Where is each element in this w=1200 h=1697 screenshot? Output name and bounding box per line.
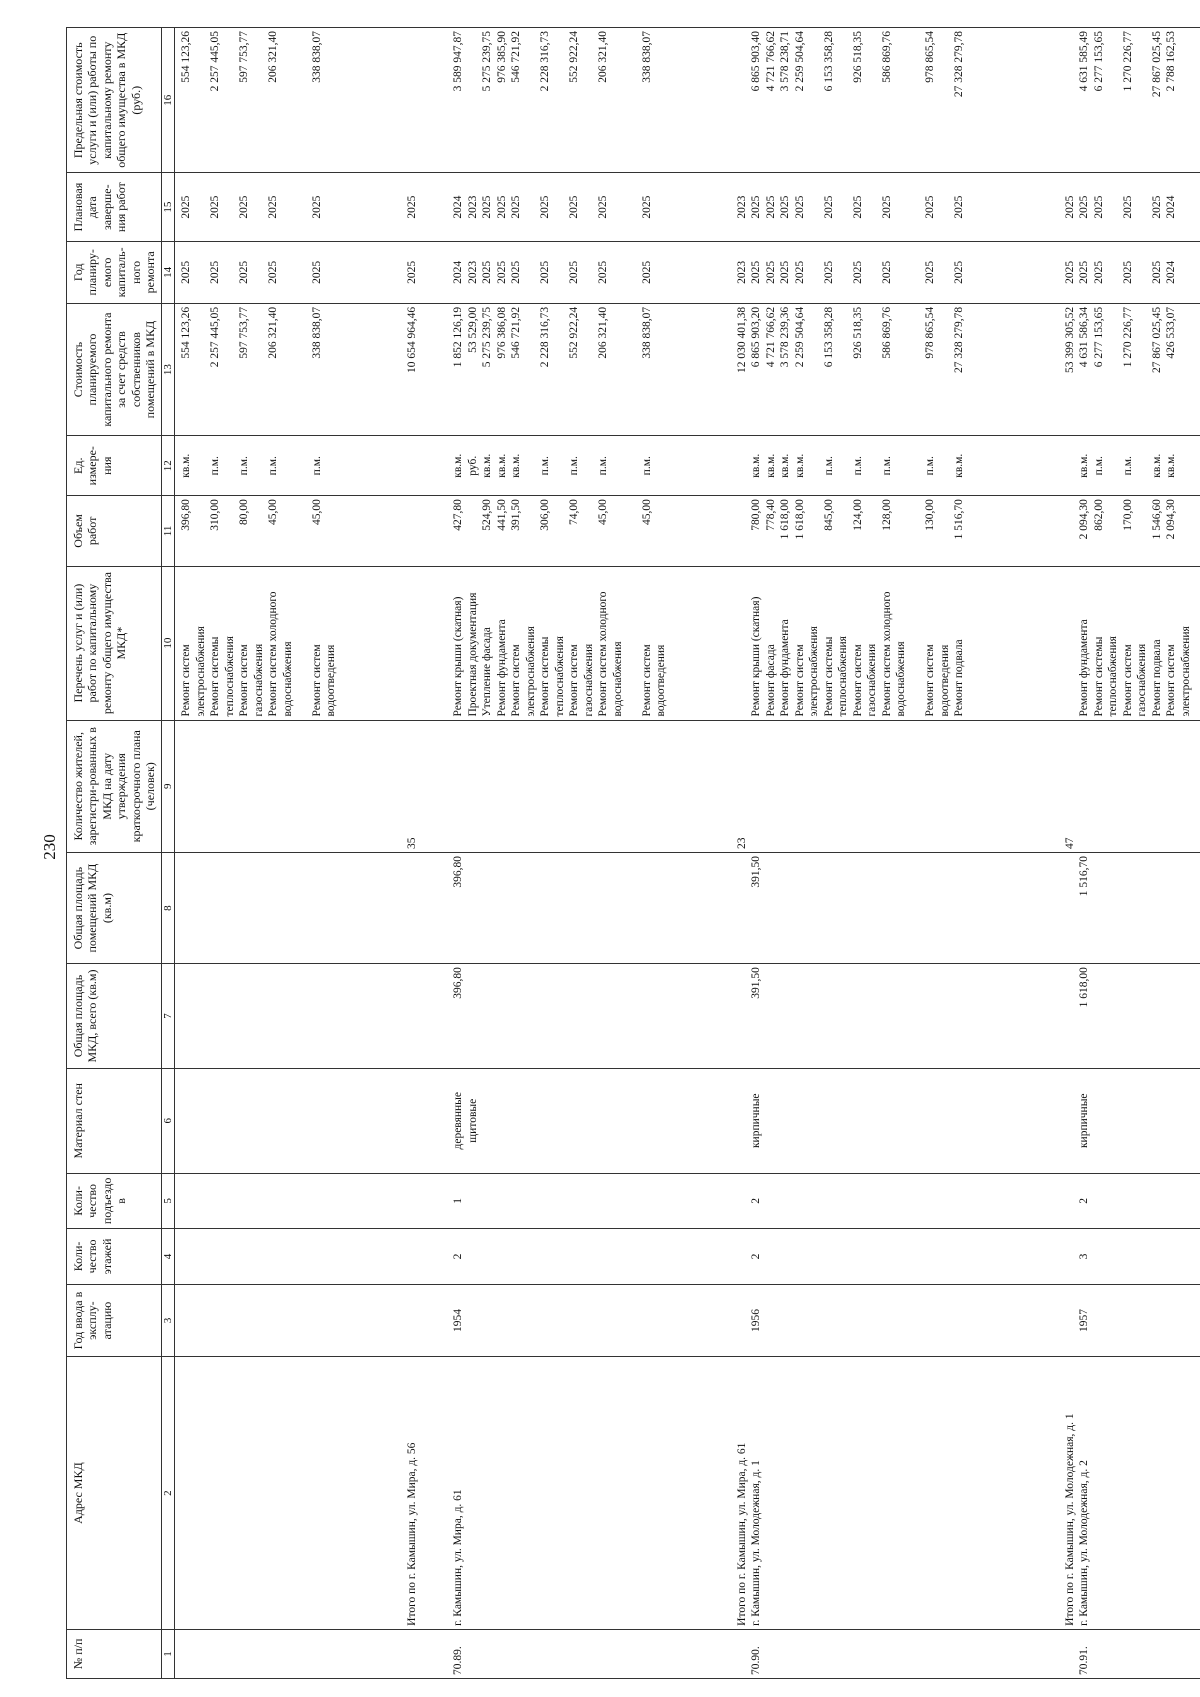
- work-item-year: 2025: [880, 260, 893, 284]
- work-item-end: 2025: [310, 195, 323, 219]
- work-item-year: 2023: [466, 260, 479, 284]
- total-end: 2025: [1064, 195, 1077, 219]
- work-item-cost: 27 328 279,78: [953, 306, 966, 373]
- work-item-volume: 45,00: [267, 499, 280, 526]
- work-item-cost: 2 228 316,73: [539, 306, 552, 368]
- work-item-year: 2025: [238, 260, 251, 284]
- column-number: 5: [162, 1173, 175, 1229]
- work-item-unit: п.м.: [822, 456, 835, 476]
- header-cell: Коли-чество подъездо в: [67, 1173, 162, 1229]
- work-item-unit: п.м.: [209, 456, 222, 476]
- work-item-limit: 6 153 358,28: [822, 31, 835, 92]
- work-item-year: 2025: [267, 260, 280, 284]
- total-year: 2025: [1064, 260, 1077, 284]
- cell-address: г. Камышин, ул. Молодежная, д. 1: [750, 1460, 763, 1626]
- work-item-limit: 586 869,76: [880, 31, 893, 83]
- work-item-limit: 3 589 947,87: [452, 31, 465, 92]
- work-item-name: Ремонт систем электроснабжения: [793, 626, 821, 717]
- work-item-limit: 4 721 766,62: [764, 31, 777, 92]
- work-item-year: 2025: [568, 260, 581, 284]
- header-cell: Общая площадь МКД, всего (кв.м): [67, 964, 162, 1069]
- header-cell: Ед. измере-ния: [67, 436, 162, 496]
- work-item-cost: 1 852 126,19: [452, 306, 465, 368]
- work-item-end: 2025: [779, 195, 792, 219]
- col-walls: [175, 1068, 1200, 1173]
- repair-plan-table: [66, 27, 1200, 1679]
- work-item-volume: 1 618,00: [793, 499, 806, 540]
- work-item-volume: 862,00: [1092, 499, 1105, 531]
- work-item-unit: кв.м.: [1150, 453, 1163, 478]
- header-cell: Адрес МКД: [67, 1357, 162, 1629]
- work-item-unit: кв.м.: [779, 453, 792, 478]
- column-number: 7: [162, 964, 175, 1069]
- total-end: 2025: [406, 195, 419, 219]
- work-item-cost: 53 529,00: [466, 306, 479, 353]
- header-cell: Плановая дата заверше-ния работ: [67, 173, 162, 241]
- work-item-unit: п.м.: [310, 456, 323, 476]
- cell-num: 70.90.: [750, 1646, 763, 1675]
- work-item-year: 2025: [924, 260, 937, 284]
- work-item-limit: 5 275 239,75: [481, 31, 494, 92]
- cell-floors: 3: [1078, 1253, 1091, 1260]
- work-item-limit: 2 259 504,64: [793, 31, 806, 92]
- work-item-year: 2025: [510, 260, 523, 284]
- work-item-cost: 926 518,35: [851, 306, 864, 359]
- work-item-end: 2025: [822, 195, 835, 219]
- work-item-end: 2025: [924, 195, 937, 219]
- work-item-end: 2025: [481, 195, 494, 219]
- col-cost: [175, 303, 1200, 436]
- work-item-unit: п.м.: [924, 456, 937, 476]
- work-item-volume: 780,00: [750, 499, 763, 531]
- cell-area-rooms: 1 516,70: [1078, 856, 1091, 897]
- work-item-name: Утепление фасада: [481, 627, 494, 717]
- work-item-cost: 5 275 239,75: [481, 306, 494, 368]
- work-item-end: 2025: [1092, 195, 1105, 219]
- column-number-row: [162, 28, 175, 1679]
- col-residents: [175, 720, 1200, 853]
- work-item-name: Ремонт системы теплоснабжения: [539, 636, 566, 717]
- work-item-unit: п.м.: [238, 456, 251, 476]
- work-item-year: 2025: [310, 260, 323, 284]
- work-item-year: 2025: [640, 260, 653, 284]
- header-cell: Предельная стоимость услуги и (или) работы по капитальному ремонту общего имущества в МКД (руб.): [67, 28, 162, 173]
- cell-walls: кирпичные: [1078, 1093, 1091, 1149]
- column-number: 4: [162, 1229, 175, 1285]
- cell-floors: 2: [452, 1253, 465, 1260]
- work-item-name: Ремонт систем газоснабжения: [568, 643, 595, 717]
- work-item-name: Ремонт подвала: [1150, 639, 1163, 717]
- work-item-name: Ремонт систем электроснабжения: [1165, 626, 1192, 717]
- cell-year-built: 1956: [750, 1309, 763, 1333]
- work-item-name: Ремонт систем газоснабжения: [1121, 643, 1149, 717]
- work-item-year: 2025: [779, 260, 792, 284]
- work-item-volume: 45,00: [640, 499, 653, 526]
- work-item-name: Ремонт фундамента: [495, 619, 508, 717]
- work-item-end: 2025: [568, 195, 581, 219]
- work-item-end: 2025: [793, 195, 806, 219]
- work-item-name: Ремонт систем газоснабжения: [851, 643, 879, 717]
- work-item-cost: 597 753,77: [238, 306, 251, 359]
- work-item-cost: 338 838,07: [640, 306, 653, 359]
- work-item-cost: 206 321,40: [597, 306, 610, 359]
- total-address: Итого по г. Камышин, ул. Мира, д. 61: [736, 1442, 749, 1626]
- total-end: 2023: [736, 195, 749, 219]
- cell-year-built: 1954: [452, 1309, 465, 1333]
- total-residents: 35: [406, 837, 419, 850]
- work-item-cost: 1 270 226,77: [1121, 306, 1134, 368]
- work-item-name: Ремонт систем холодного водоснабжения: [880, 591, 908, 717]
- work-item-cost: 552 922,24: [568, 306, 581, 359]
- column-number: 15: [162, 173, 175, 241]
- work-item-cost: 6 865 903,20: [750, 306, 763, 368]
- col-limit: [175, 28, 1200, 173]
- work-item-year: 2025: [793, 260, 806, 284]
- header-cell: Перечень услуг и (или) работ по капитальному ремонту общего имущества МКД*: [67, 566, 162, 720]
- work-item-limit: 338 838,07: [640, 31, 653, 83]
- work-item-volume: 2 094,30: [1165, 499, 1178, 540]
- work-item-unit: кв.м.: [953, 453, 966, 478]
- work-item-volume: 441,50: [495, 499, 508, 531]
- work-item-unit: кв.м.: [481, 453, 494, 478]
- cell-num: 70.91.: [1078, 1646, 1091, 1675]
- work-item-year: 2025: [953, 260, 966, 284]
- work-item-name: Ремонт систем электроснабжения: [510, 626, 537, 717]
- work-item-unit: кв.м.: [452, 453, 465, 478]
- work-item-unit: п.м.: [851, 456, 864, 476]
- work-item-cost: 4 721 766,62: [764, 306, 777, 368]
- column-number: 1: [162, 1629, 175, 1678]
- column-number: 10: [162, 566, 175, 720]
- col-volume: [175, 496, 1200, 567]
- header-cell: Общая площадь помещений МКД (кв.м): [67, 853, 162, 964]
- work-item-name: Ремонт систем электроснабжения: [180, 626, 207, 717]
- column-number: 6: [162, 1068, 175, 1173]
- header-cell: Материал стен: [67, 1068, 162, 1173]
- work-item-volume: 845,00: [822, 499, 835, 531]
- work-item-name: Ремонт подвала: [953, 639, 966, 717]
- col-address: [175, 1357, 1200, 1629]
- total-cost: 12 030 401,38: [736, 306, 749, 373]
- work-item-unit: п.м.: [640, 456, 653, 476]
- work-item-cost: 978 865,54: [924, 306, 937, 359]
- header-cell: Объем работ: [67, 496, 162, 567]
- cell-year-built: 1957: [1078, 1309, 1091, 1333]
- work-item-unit: кв.м.: [793, 453, 806, 478]
- work-item-limit: 338 838,07: [310, 31, 323, 83]
- cell-area-total: 391,50: [750, 967, 763, 999]
- column-number: 12: [162, 436, 175, 496]
- work-item-cost: 206 321,40: [267, 306, 280, 359]
- cell-entrances: 2: [1078, 1198, 1091, 1204]
- col-end: [175, 173, 1200, 241]
- total-year: 2025: [406, 260, 419, 284]
- work-item-volume: 524,90: [481, 499, 494, 531]
- work-item-cost: 27 867 025,45: [1150, 306, 1163, 373]
- work-item-volume: 128,00: [880, 499, 893, 531]
- work-item-end: 2025: [1150, 195, 1163, 219]
- total-residents: 47: [1064, 837, 1077, 850]
- cell-area-rooms: 396,80: [452, 856, 465, 888]
- cell-walls: кирпичные: [750, 1093, 763, 1149]
- work-item-unit: кв.м.: [764, 453, 777, 478]
- col-floors: [175, 1229, 1200, 1285]
- col-entrances: [175, 1173, 1200, 1229]
- work-item-end: 2025: [495, 195, 508, 219]
- work-item-volume: 1 618,00: [779, 499, 792, 540]
- work-item-volume: 124,00: [851, 499, 864, 531]
- column-number: 11: [162, 496, 175, 567]
- work-item-end: 2023: [466, 195, 479, 219]
- total-residents: 23: [736, 837, 749, 850]
- work-item-volume: 310,00: [209, 499, 222, 531]
- work-item-limit: 2 257 445,05: [209, 31, 222, 92]
- column-number: 9: [162, 720, 175, 853]
- work-item-unit: кв.м.: [1078, 453, 1091, 478]
- work-item-name: Ремонт систем водоотведения: [310, 644, 338, 717]
- work-item-cost: 426 533,07: [1165, 306, 1178, 359]
- work-item-year: 2025: [1078, 260, 1091, 284]
- cell-floors: 2: [750, 1253, 763, 1260]
- work-item-end: 2024: [452, 195, 465, 219]
- cell-entrances: 1: [452, 1198, 465, 1204]
- work-item-unit: п.м.: [267, 456, 280, 476]
- work-item-unit: кв.м.: [510, 453, 523, 478]
- work-item-name: Проектная документация: [466, 592, 479, 717]
- work-item-volume: 74,00: [568, 499, 581, 526]
- work-item-end: 2025: [180, 195, 193, 219]
- work-item-limit: 2 788 162,53: [1165, 31, 1178, 92]
- work-item-name: Ремонт фундамента: [1078, 619, 1091, 717]
- work-item-unit: кв.м.: [180, 453, 193, 478]
- cell-area-rooms: 391,50: [750, 856, 763, 888]
- work-item-year: 2025: [1121, 260, 1134, 284]
- work-item-limit: 552 922,24: [568, 31, 581, 83]
- header-cell: Количество жителей, зарегистри-рованных в МКД на дату утверждения краткосрочного плана (человек): [67, 720, 162, 853]
- work-item-volume: 306,00: [539, 499, 552, 531]
- column-number: 16: [162, 28, 175, 173]
- work-item-name: Ремонт крыши (скатная): [750, 596, 763, 717]
- work-item-limit: 597 753,77: [238, 31, 251, 83]
- work-item-cost: 6 153 358,28: [822, 306, 835, 368]
- work-item-end: 2025: [851, 195, 864, 219]
- work-item-limit: 554 123,26: [180, 31, 193, 83]
- work-item-volume: 45,00: [310, 499, 323, 526]
- work-item-unit: п.м.: [568, 456, 581, 476]
- work-item-end: 2025: [209, 195, 222, 219]
- header-cell: Стоимость планируемого капитального ремонта за счет средств собственников помещений в МКД: [67, 303, 162, 436]
- work-item-end: 2024: [1165, 195, 1178, 219]
- cell-area-total: 1 618,00: [1078, 967, 1091, 1008]
- header-cell: Год ввода в эксплу-атацию: [67, 1284, 162, 1357]
- work-item-volume: 778,40: [764, 499, 777, 531]
- work-item-end: 2025: [539, 195, 552, 219]
- work-item-year: 2024: [452, 260, 465, 284]
- cell-address: г. Камышин, ул. Мира, д. 61: [452, 1489, 465, 1626]
- work-item-limit: 206 321,40: [267, 31, 280, 83]
- work-item-unit: кв.м.: [495, 453, 508, 478]
- work-item-volume: 1 516,70: [953, 499, 966, 540]
- work-item-limit: 926 518,35: [851, 31, 864, 83]
- total-address: Итого по г. Камышин, ул. Молодежная, д. 1: [1064, 1413, 1077, 1626]
- work-item-end: 2025: [640, 195, 653, 219]
- work-item-name: Ремонт систем газоснабжения: [238, 643, 265, 717]
- work-item-year: 2025: [851, 260, 864, 284]
- work-item-cost: 2 257 445,05: [209, 306, 222, 368]
- page-number: 230: [40, 834, 59, 860]
- header-row: [67, 28, 162, 1679]
- cell-walls: деревянные щитовые: [452, 1091, 479, 1150]
- cell-address: г. Камышин, ул. Молодежная, д. 2: [1078, 1460, 1091, 1626]
- work-item-volume: 391,50: [510, 499, 523, 531]
- work-item-cost: 586 869,76: [880, 306, 893, 359]
- work-item-volume: 80,00: [238, 499, 251, 526]
- total-cost: 10 654 964,46: [406, 306, 419, 373]
- work-item-volume: 396,80: [180, 499, 193, 531]
- work-item-limit: 206 321,40: [597, 31, 610, 83]
- work-item-cost: 554 123,26: [180, 306, 193, 359]
- work-item-name: Ремонт системы теплоснабжения: [822, 636, 850, 717]
- work-item-cost: 6 277 153,65: [1092, 306, 1105, 368]
- work-item-end: 2025: [510, 195, 523, 219]
- cell-entrances: 2: [750, 1198, 763, 1204]
- work-item-limit: 4 631 585,49: [1078, 31, 1091, 92]
- work-item-year: 2025: [822, 260, 835, 284]
- work-item-unit: кв.м.: [1165, 453, 1178, 478]
- work-item-volume: 130,00: [924, 499, 937, 531]
- work-item-volume: 1 546,60: [1150, 499, 1163, 540]
- work-item-unit: п.м.: [1092, 456, 1105, 476]
- work-item-unit: п.м.: [597, 456, 610, 476]
- total-address: Итого по г. Камышин, ул. Мира, д. 56: [406, 1442, 419, 1626]
- work-item-cost: 4 631 586,34: [1078, 306, 1091, 368]
- col-unit: [175, 436, 1200, 496]
- work-item-limit: 27 328 279,78: [953, 31, 966, 98]
- work-item-year: 2024: [1165, 260, 1178, 284]
- column-number: 2: [162, 1357, 175, 1629]
- work-item-end: 2025: [750, 195, 763, 219]
- work-item-cost: 976 386,08: [495, 306, 508, 359]
- work-item-limit: 978 865,54: [924, 31, 937, 83]
- work-item-year: 2025: [209, 260, 222, 284]
- work-item-year: 2025: [764, 260, 777, 284]
- work-item-limit: 1 270 226,77: [1121, 31, 1134, 92]
- work-item-name: Ремонт фасада: [764, 644, 777, 717]
- work-item-unit: кв.м.: [750, 453, 763, 478]
- work-item-year: 2025: [750, 260, 763, 284]
- work-item-name: Ремонт систем холодного водоснабжения: [267, 591, 294, 717]
- work-item-name: Ремонт систем водоотведения: [640, 644, 668, 717]
- work-item-end: 2025: [267, 195, 280, 219]
- cell-num: 70.89.: [452, 1646, 465, 1675]
- work-item-cost: 338 838,07: [310, 306, 323, 359]
- col-year: [175, 241, 1200, 303]
- work-item-limit: 3 578 238,71: [779, 31, 792, 92]
- work-item-end: 2025: [880, 195, 893, 219]
- work-item-volume: 170,00: [1121, 499, 1134, 531]
- work-item-cost: 3 578 239,36: [779, 306, 792, 368]
- work-item-limit: 6 865 903,40: [750, 31, 763, 92]
- column-number: 8: [162, 853, 175, 964]
- work-item-limit: 6 277 153,65: [1092, 31, 1105, 92]
- work-item-cost: 546 721,92: [510, 306, 523, 359]
- work-item-year: 2025: [481, 260, 494, 284]
- table-body-row: [175, 28, 1200, 1679]
- col-area-rooms: [175, 853, 1200, 964]
- work-item-unit: руб.: [466, 455, 479, 476]
- work-item-name: Ремонт систем водоотведения: [924, 644, 951, 717]
- work-item-year: 2025: [539, 260, 552, 284]
- work-item-year: 2025: [597, 260, 610, 284]
- col-num: [175, 1629, 1200, 1678]
- work-item-end: 2025: [597, 195, 610, 219]
- work-item-limit: 546 721,92: [510, 31, 523, 83]
- col-year-built: [175, 1284, 1200, 1357]
- work-item-year: 2025: [495, 260, 508, 284]
- work-item-unit: п.м.: [539, 456, 552, 476]
- header-cell: Год планиру-емого капиталь-ного ремонта: [67, 241, 162, 303]
- work-item-end: 2025: [1078, 195, 1091, 219]
- col-area-total: [175, 964, 1200, 1069]
- work-item-name: Ремонт крыши (скатная): [452, 596, 465, 717]
- work-item-end: 2025: [1121, 195, 1134, 219]
- work-item-volume: 427,80: [452, 499, 465, 531]
- work-item-cost: 2 259 504,64: [793, 306, 806, 368]
- header-cell: Коли-чество этажей: [67, 1229, 162, 1285]
- header-cell: № п/п: [67, 1629, 162, 1678]
- column-number: 3: [162, 1284, 175, 1357]
- work-item-end: 2025: [238, 195, 251, 219]
- cell-area-total: 396,80: [452, 967, 465, 999]
- total-year: 2023: [736, 260, 749, 284]
- work-item-end: 2025: [764, 195, 777, 219]
- work-item-name: Ремонт системы теплоснабжения: [1092, 636, 1120, 717]
- work-item-unit: п.м.: [880, 456, 893, 476]
- work-item-volume: 2 094,30: [1078, 499, 1091, 540]
- column-number: 14: [162, 241, 175, 303]
- work-item-name: Ремонт систем холодного водоснабжения: [597, 591, 624, 717]
- work-item-year: 2025: [180, 260, 193, 284]
- work-item-unit: п.м.: [1121, 456, 1134, 476]
- work-item-limit: 27 867 025,45: [1150, 31, 1163, 98]
- work-item-name: Ремонт фундамента: [779, 619, 792, 717]
- work-item-volume: 45,00: [597, 499, 610, 526]
- total-cost: 53 399 305,52: [1064, 306, 1077, 373]
- column-number: 13: [162, 303, 175, 436]
- col-work: [175, 566, 1200, 720]
- work-item-end: 2025: [953, 195, 966, 219]
- work-item-limit: 976 385,90: [495, 31, 508, 83]
- work-item-year: 2025: [1092, 260, 1105, 284]
- work-item-limit: 2 228 316,73: [539, 31, 552, 92]
- work-item-year: 2025: [1150, 260, 1163, 284]
- work-item-name: Ремонт системы теплоснабжения: [209, 636, 236, 717]
